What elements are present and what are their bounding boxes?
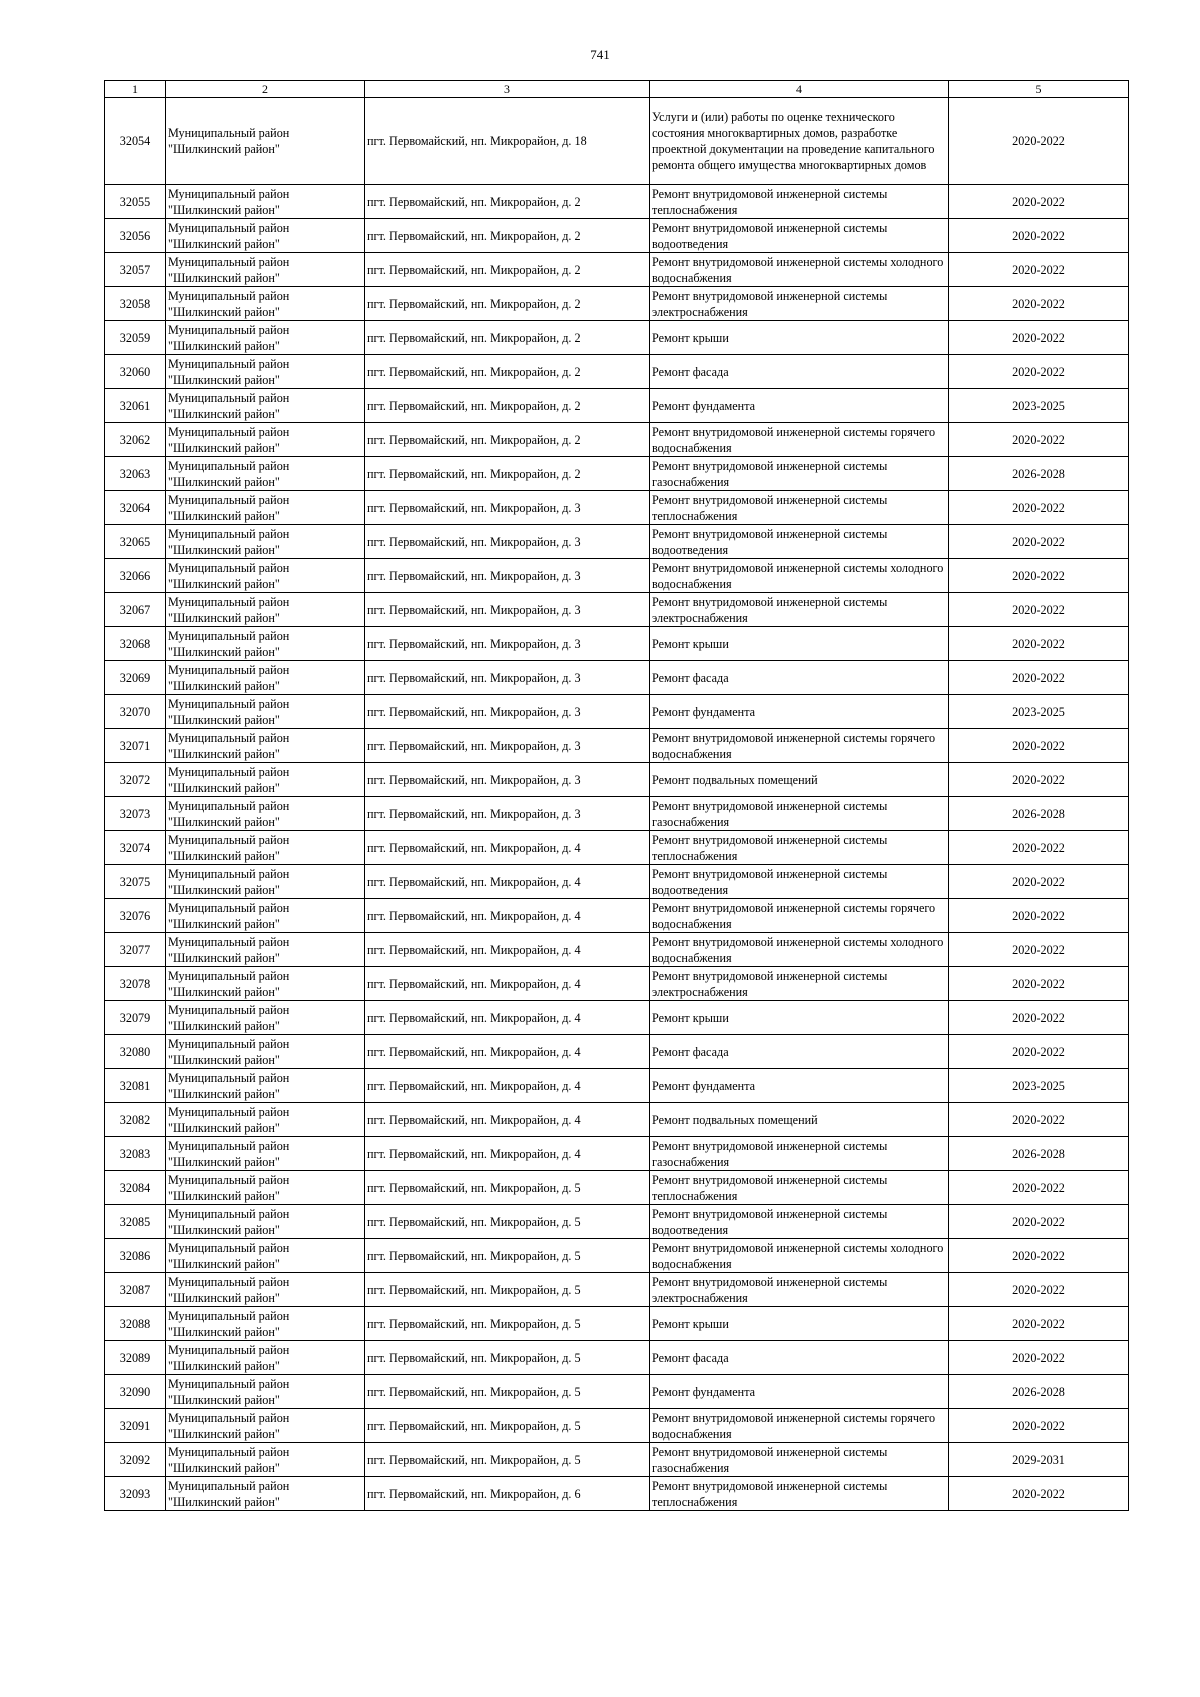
work-type-cell: Ремонт фундамента [650,695,949,729]
address-cell: пгт. Первомайский, нп. Микрорайон, д. 2 [365,185,650,219]
table-row [105,491,1129,525]
work-type-cell: Ремонт фасада [650,1035,949,1069]
row-number-cell: 32080 [105,1035,166,1069]
row-number-cell: 32071 [105,729,166,763]
table-row [105,1239,1129,1273]
work-type-cell: Ремонт внутридомовой инженерной системы теплоснабжения [650,185,949,219]
address-cell: пгт. Первомайский, нп. Микрорайон, д. 3 [365,559,650,593]
period-cell: 2020-2022 [949,1341,1129,1375]
address-cell: пгт. Первомайский, нп. Микрорайон, д. 4 [365,1069,650,1103]
table-row [105,1171,1129,1205]
period-cell: 2023-2025 [949,1069,1129,1103]
table-row [105,763,1129,797]
work-type-cell: Ремонт внутридомовой инженерной системы газоснабжения [650,457,949,491]
row-number-cell: 32089 [105,1341,166,1375]
address-cell: пгт. Первомайский, нп. Микрорайон, д. 3 [365,763,650,797]
period-cell: 2020-2022 [949,729,1129,763]
municipality-cell: Муниципальный район "Шилкинский район" [166,763,365,797]
address-cell: пгт. Первомайский, нп. Микрорайон, д. 2 [365,355,650,389]
work-type-cell: Услуги и (или) работы по оценке технического состояния многоквартирных домов, разработке проектной документации на проведение капитального ремонта общего имущества многоквартирных домов [650,98,949,185]
municipality-cell: Муниципальный район "Шилкинский район" [166,321,365,355]
work-type-cell: Ремонт внутридомовой инженерной системы водоотведения [650,865,949,899]
municipality-cell: Муниципальный район "Шилкинский район" [166,1069,365,1103]
table-row [105,1001,1129,1035]
row-number-cell: 32059 [105,321,166,355]
row-number-cell: 32067 [105,593,166,627]
period-cell: 2026-2028 [949,1137,1129,1171]
work-type-cell: Ремонт фундамента [650,1375,949,1409]
row-number-cell: 32054 [105,98,166,185]
period-cell: 2020-2022 [949,491,1129,525]
row-number-cell: 32078 [105,967,166,1001]
address-cell: пгт. Первомайский, нп. Микрорайон, д. 3 [365,797,650,831]
municipality-cell: Муниципальный район "Шилкинский район" [166,831,365,865]
work-type-cell: Ремонт внутридомовой инженерной системы горячего водоснабжения [650,1409,949,1443]
work-type-cell: Ремонт внутридомовой инженерной системы водоотведения [650,525,949,559]
row-number-cell: 32079 [105,1001,166,1035]
table-row [105,797,1129,831]
period-cell: 2023-2025 [949,695,1129,729]
row-number-cell: 32085 [105,1205,166,1239]
row-number-cell: 32061 [105,389,166,423]
row-number-cell: 32070 [105,695,166,729]
row-number-cell: 32068 [105,627,166,661]
address-cell: пгт. Первомайский, нп. Микрорайон, д. 4 [365,933,650,967]
row-number-cell: 32060 [105,355,166,389]
work-type-cell: Ремонт внутридомовой инженерной системы водоотведения [650,219,949,253]
table-row [105,219,1129,253]
municipality-cell: Муниципальный район "Шилкинский район" [166,185,365,219]
municipality-cell: Муниципальный район "Шилкинский район" [166,423,365,457]
table-row [105,865,1129,899]
column-header-4: 4 [650,81,949,98]
table-row [105,1443,1129,1477]
address-cell: пгт. Первомайский, нп. Микрорайон, д. 5 [365,1205,650,1239]
table-row [105,355,1129,389]
address-cell: пгт. Первомайский, нп. Микрорайон, д. 3 [365,661,650,695]
table-row [105,933,1129,967]
row-number-cell: 32065 [105,525,166,559]
table-row [105,593,1129,627]
work-type-cell: Ремонт внутридомовой инженерной системы горячего водоснабжения [650,729,949,763]
address-cell: пгт. Первомайский, нп. Микрорайон, д. 4 [365,899,650,933]
row-number-cell: 32056 [105,219,166,253]
row-number-cell: 32058 [105,287,166,321]
row-number-cell: 32084 [105,1171,166,1205]
address-cell: пгт. Первомайский, нп. Микрорайон, д. 3 [365,593,650,627]
period-cell: 2020-2022 [949,1171,1129,1205]
work-type-cell: Ремонт крыши [650,1307,949,1341]
address-cell: пгт. Первомайский, нп. Микрорайон, д. 4 [365,1137,650,1171]
table-row [105,1035,1129,1069]
address-cell: пгт. Первомайский, нп. Микрорайон, д. 2 [365,389,650,423]
period-cell: 2020-2022 [949,219,1129,253]
work-type-cell: Ремонт внутридомовой инженерной системы холодного водоснабжения [650,1239,949,1273]
row-number-cell: 32074 [105,831,166,865]
municipality-cell: Муниципальный район "Шилкинский район" [166,525,365,559]
address-cell: пгт. Первомайский, нп. Микрорайон, д. 3 [365,525,650,559]
period-cell: 2020-2022 [949,355,1129,389]
period-cell: 2029-2031 [949,1443,1129,1477]
municipality-cell: Муниципальный район "Шилкинский район" [166,1103,365,1137]
period-cell: 2020-2022 [949,1001,1129,1035]
table-body [105,81,1129,1511]
municipality-cell: Муниципальный район "Шилкинский район" [166,253,365,287]
table-row [105,1137,1129,1171]
table-row [105,253,1129,287]
work-type-cell: Ремонт внутридомовой инженерной системы холодного водоснабжения [650,253,949,287]
municipality-cell: Муниципальный район "Шилкинский район" [166,695,365,729]
municipality-cell: Муниципальный район "Шилкинский район" [166,797,365,831]
table-row [105,287,1129,321]
table-row [105,457,1129,491]
row-number-cell: 32091 [105,1409,166,1443]
period-cell: 2020-2022 [949,593,1129,627]
work-type-cell: Ремонт внутридомовой инженерной системы холодного водоснабжения [650,559,949,593]
address-cell: пгт. Первомайский, нп. Микрорайон, д. 3 [365,627,650,661]
address-cell: пгт. Первомайский, нп. Микрорайон, д. 2 [365,457,650,491]
work-type-cell: Ремонт крыши [650,627,949,661]
column-header-3: 3 [365,81,650,98]
capital-repair-table [104,80,1129,1511]
address-cell: пгт. Первомайский, нп. Микрорайон, д. 3 [365,695,650,729]
table-row [105,525,1129,559]
period-cell: 2020-2022 [949,933,1129,967]
municipality-cell: Муниципальный район "Шилкинский район" [166,559,365,593]
address-cell: пгт. Первомайский, нп. Микрорайон, д. 3 [365,729,650,763]
work-type-cell: Ремонт внутридомовой инженерной системы водоотведения [650,1205,949,1239]
table-row [105,98,1129,185]
period-cell: 2020-2022 [949,1477,1129,1511]
municipality-cell: Муниципальный район "Шилкинский район" [166,661,365,695]
period-cell: 2020-2022 [949,661,1129,695]
period-cell: 2020-2022 [949,559,1129,593]
municipality-cell: Муниципальный район "Шилкинский район" [166,1477,365,1511]
table-row [105,1273,1129,1307]
period-cell: 2020-2022 [949,253,1129,287]
period-cell: 2020-2022 [949,1103,1129,1137]
work-type-cell: Ремонт внутридомовой инженерной системы холодного водоснабжения [650,933,949,967]
row-number-cell: 32082 [105,1103,166,1137]
row-number-cell: 32069 [105,661,166,695]
row-number-cell: 32086 [105,1239,166,1273]
period-cell: 2020-2022 [949,1307,1129,1341]
work-type-cell: Ремонт внутридомовой инженерной системы газоснабжения [650,1137,949,1171]
address-cell: пгт. Первомайский, нп. Микрорайон, д. 5 [365,1171,650,1205]
table-row [105,729,1129,763]
municipality-cell: Муниципальный район "Шилкинский район" [166,933,365,967]
column-number-header-row [105,81,1129,98]
address-cell: пгт. Первомайский, нп. Микрорайон, д. 5 [365,1239,650,1273]
column-header-1: 1 [105,81,166,98]
municipality-cell: Муниципальный район "Шилкинский район" [166,355,365,389]
work-type-cell: Ремонт внутридомовой инженерной системы теплоснабжения [650,831,949,865]
municipality-cell: Муниципальный район "Шилкинский район" [166,1001,365,1035]
table-row [105,627,1129,661]
municipality-cell: Муниципальный район "Шилкинский район" [166,593,365,627]
period-cell: 2023-2025 [949,389,1129,423]
row-number-cell: 32088 [105,1307,166,1341]
work-type-cell: Ремонт внутридомовой инженерной системы электроснабжения [650,593,949,627]
work-type-cell: Ремонт фасада [650,661,949,695]
row-number-cell: 32073 [105,797,166,831]
table-row [105,1375,1129,1409]
period-cell: 2020-2022 [949,185,1129,219]
period-cell: 2020-2022 [949,831,1129,865]
row-number-cell: 32063 [105,457,166,491]
address-cell: пгт. Первомайский, нп. Микрорайон, д. 2 [365,423,650,457]
table-row [105,1205,1129,1239]
table-row [105,1477,1129,1511]
table-row [105,559,1129,593]
municipality-cell: Муниципальный район "Шилкинский район" [166,287,365,321]
address-cell: пгт. Первомайский, нп. Микрорайон, д. 3 [365,491,650,525]
address-cell: пгт. Первомайский, нп. Микрорайон, д. 4 [365,1001,650,1035]
work-type-cell: Ремонт внутридомовой инженерной системы электроснабжения [650,967,949,1001]
work-type-cell: Ремонт подвальных помещений [650,763,949,797]
row-number-cell: 32087 [105,1273,166,1307]
work-type-cell: Ремонт внутридомовой инженерной системы горячего водоснабжения [650,899,949,933]
page-number: 741 [590,47,610,62]
table-row [105,695,1129,729]
period-cell: 2026-2028 [949,797,1129,831]
municipality-cell: Муниципальный район "Шилкинский район" [166,1307,365,1341]
address-cell: пгт. Первомайский, нп. Микрорайон, д. 4 [365,865,650,899]
period-cell: 2020-2022 [949,1205,1129,1239]
period-cell: 2020-2022 [949,287,1129,321]
work-type-cell: Ремонт крыши [650,321,949,355]
period-cell: 2020-2022 [949,423,1129,457]
row-number-cell: 32066 [105,559,166,593]
work-type-cell: Ремонт внутридомовой инженерной системы газоснабжения [650,1443,949,1477]
address-cell: пгт. Первомайский, нп. Микрорайон, д. 5 [365,1307,650,1341]
work-type-cell: Ремонт фундамента [650,1069,949,1103]
municipality-cell: Муниципальный район "Шилкинский район" [166,967,365,1001]
address-cell: пгт. Первомайский, нп. Микрорайон, д. 2 [365,287,650,321]
table-row [105,899,1129,933]
row-number-cell: 32092 [105,1443,166,1477]
municipality-cell: Муниципальный район "Шилкинский район" [166,729,365,763]
table-row [105,1409,1129,1443]
municipality-cell: Муниципальный район "Шилкинский район" [166,1239,365,1273]
row-number-cell: 32083 [105,1137,166,1171]
row-number-cell: 32055 [105,185,166,219]
table-row [105,185,1129,219]
work-type-cell: Ремонт внутридомовой инженерной системы теплоснабжения [650,1171,949,1205]
table-row [105,1307,1129,1341]
address-cell: пгт. Первомайский, нп. Микрорайон, д. 4 [365,1103,650,1137]
column-header-5: 5 [949,81,1129,98]
address-cell: пгт. Первомайский, нп. Микрорайон, д. 18 [365,98,650,185]
municipality-cell: Муниципальный район "Шилкинский район" [166,1375,365,1409]
municipality-cell: Муниципальный район "Шилкинский район" [166,219,365,253]
address-cell: пгт. Первомайский, нп. Микрорайон, д. 5 [365,1443,650,1477]
row-number-cell: 32081 [105,1069,166,1103]
table-row [105,967,1129,1001]
row-number-cell: 32077 [105,933,166,967]
row-number-cell: 32093 [105,1477,166,1511]
period-cell: 2026-2028 [949,457,1129,491]
row-number-cell: 32090 [105,1375,166,1409]
period-cell: 2020-2022 [949,525,1129,559]
table-row [105,831,1129,865]
address-cell: пгт. Первомайский, нп. Микрорайон, д. 2 [365,321,650,355]
row-number-cell: 32072 [105,763,166,797]
address-cell: пгт. Первомайский, нп. Микрорайон, д. 2 [365,253,650,287]
period-cell: 2020-2022 [949,899,1129,933]
municipality-cell: Муниципальный район "Шилкинский район" [166,627,365,661]
address-cell: пгт. Первомайский, нп. Микрорайон, д. 5 [365,1409,650,1443]
work-type-cell: Ремонт подвальных помещений [650,1103,949,1137]
work-type-cell: Ремонт крыши [650,1001,949,1035]
address-cell: пгт. Первомайский, нп. Микрорайон, д. 2 [365,219,650,253]
period-cell: 2020-2022 [949,1239,1129,1273]
column-header-2: 2 [166,81,365,98]
table-row [105,1069,1129,1103]
address-cell: пгт. Первомайский, нп. Микрорайон, д. 5 [365,1341,650,1375]
row-number-cell: 32057 [105,253,166,287]
row-number-cell: 32075 [105,865,166,899]
address-cell: пгт. Первомайский, нп. Микрорайон, д. 5 [365,1375,650,1409]
row-number-cell: 32064 [105,491,166,525]
period-cell: 2020-2022 [949,865,1129,899]
period-cell: 2026-2028 [949,1375,1129,1409]
work-type-cell: Ремонт внутридомовой инженерной системы электроснабжения [650,1273,949,1307]
municipality-cell: Муниципальный район "Шилкинский район" [166,1443,365,1477]
row-number-cell: 32076 [105,899,166,933]
table-row [105,321,1129,355]
period-cell: 2020-2022 [949,1273,1129,1307]
period-cell: 2020-2022 [949,1409,1129,1443]
work-type-cell: Ремонт внутридомовой инженерной системы теплоснабжения [650,1477,949,1511]
address-cell: пгт. Первомайский, нп. Микрорайон, д. 4 [365,967,650,1001]
work-type-cell: Ремонт внутридомовой инженерной системы электроснабжения [650,287,949,321]
period-cell: 2020-2022 [949,627,1129,661]
municipality-cell: Муниципальный район "Шилкинский район" [166,865,365,899]
table-row [105,1103,1129,1137]
municipality-cell: Муниципальный район "Шилкинский район" [166,98,365,185]
work-type-cell: Ремонт внутридомовой инженерной системы газоснабжения [650,797,949,831]
municipality-cell: Муниципальный район "Шилкинский район" [166,1409,365,1443]
table-row [105,1341,1129,1375]
municipality-cell: Муниципальный район "Шилкинский район" [166,457,365,491]
period-cell: 2020-2022 [949,98,1129,185]
municipality-cell: Муниципальный район "Шилкинский район" [166,1035,365,1069]
period-cell: 2020-2022 [949,763,1129,797]
municipality-cell: Муниципальный район "Шилкинский район" [166,1137,365,1171]
table-row [105,661,1129,695]
work-type-cell: Ремонт фасада [650,355,949,389]
address-cell: пгт. Первомайский, нп. Микрорайон, д. 4 [365,1035,650,1069]
work-type-cell: Ремонт фасада [650,1341,949,1375]
municipality-cell: Муниципальный район "Шилкинский район" [166,1205,365,1239]
municipality-cell: Муниципальный район "Шилкинский район" [166,1341,365,1375]
address-cell: пгт. Первомайский, нп. Микрорайон, д. 6 [365,1477,650,1511]
address-cell: пгт. Первомайский, нп. Микрорайон, д. 4 [365,831,650,865]
period-cell: 2020-2022 [949,1035,1129,1069]
work-type-cell: Ремонт внутридомовой инженерной системы горячего водоснабжения [650,423,949,457]
table-row [105,423,1129,457]
municipality-cell: Муниципальный район "Шилкинский район" [166,899,365,933]
table-row [105,389,1129,423]
period-cell: 2020-2022 [949,321,1129,355]
municipality-cell: Муниципальный район "Шилкинский район" [166,491,365,525]
period-cell: 2020-2022 [949,967,1129,1001]
municipality-cell: Муниципальный район "Шилкинский район" [166,389,365,423]
row-number-cell: 32062 [105,423,166,457]
municipality-cell: Муниципальный район "Шилкинский район" [166,1171,365,1205]
municipality-cell: Муниципальный район "Шилкинский район" [166,1273,365,1307]
work-type-cell: Ремонт фундамента [650,389,949,423]
work-type-cell: Ремонт внутридомовой инженерной системы теплоснабжения [650,491,949,525]
address-cell: пгт. Первомайский, нп. Микрорайон, д. 5 [365,1273,650,1307]
